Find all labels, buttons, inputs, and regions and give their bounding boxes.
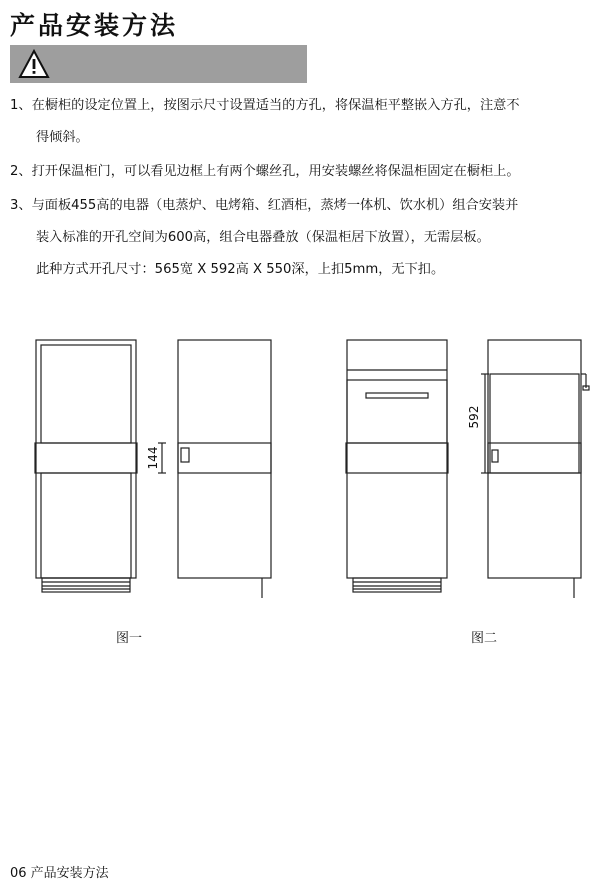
step-3-line-2: 装入标准的开孔空间为600高，组合电器叠放（保温柜居下放置），无需层板。 <box>36 230 490 245</box>
figure-2-caption: 图二 <box>471 631 498 646</box>
step-2-line-1: 2、打开保温柜门，可以看见边框上有两个螺丝孔，用安装螺丝将保温柜固定在橱柜上。 <box>10 164 520 179</box>
dim-592-label: 592 <box>467 405 481 429</box>
dim-144-label: 144 <box>146 446 160 470</box>
fig1-front-view <box>35 340 137 592</box>
warning-triangle-icon <box>18 49 50 79</box>
fig2-front-view <box>346 340 448 592</box>
step-1-line-1: 1、在橱柜的设定位置上，按图示尺寸设置适当的方孔，将保温柜平整嵌入方孔，注意不 <box>10 98 520 113</box>
step-3-line-3: 此种方式开孔尺寸：565宽 X 592高 X 550深，上扣5mm，无下扣。 <box>36 262 445 277</box>
figure-1-caption: 图一 <box>116 631 143 646</box>
fig2-side-view <box>467 340 589 598</box>
step-1-line-2: 得倾斜。 <box>36 130 89 145</box>
installation-diagrams <box>0 330 600 610</box>
page-title: 产品安装方法 <box>10 11 179 40</box>
page-footer: 06 产品安装方法 <box>10 866 109 881</box>
warning-banner <box>10 45 307 83</box>
fig1-side-view <box>146 340 271 598</box>
step-3-line-1: 3、与面板455高的电器（电蒸炉、电烤箱、红酒柜，蒸烤一体机、饮水机）组合安装并 <box>10 198 519 213</box>
